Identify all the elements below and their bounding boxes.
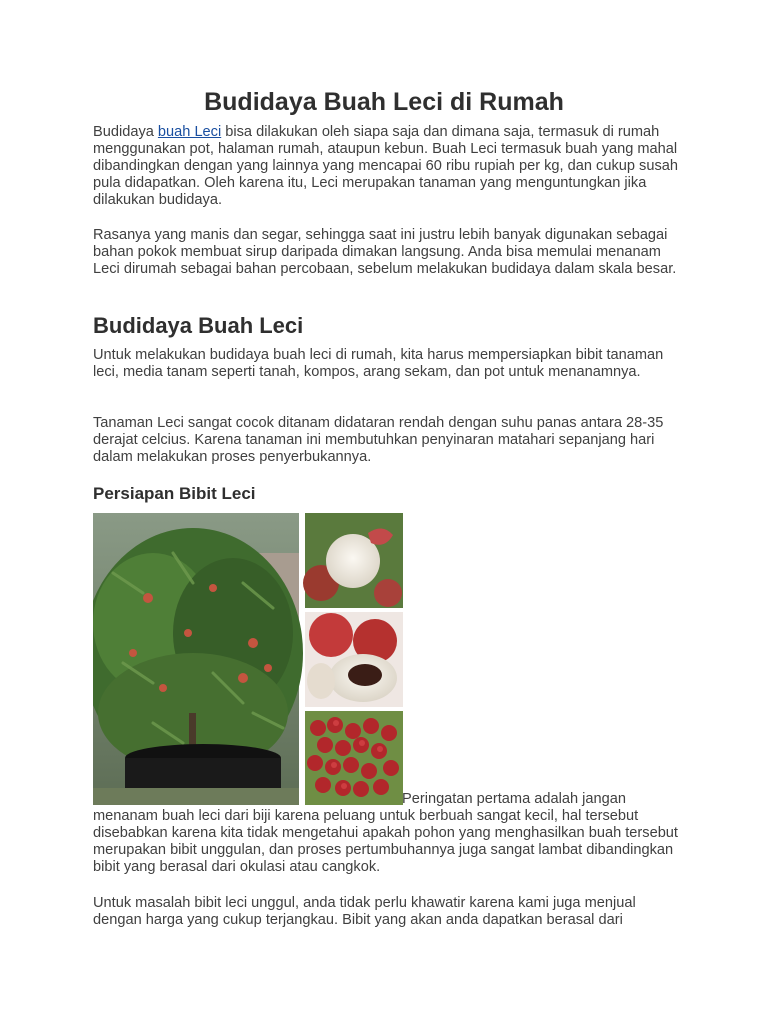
caption-first-line: Peringatan pertama adalah jangan xyxy=(402,791,626,807)
lychee-tree-image xyxy=(93,513,303,805)
section-heading-budidaya: Budidaya Buah Leci xyxy=(93,313,304,338)
intro-paragraph xyxy=(93,124,683,209)
lychee-photo-collage xyxy=(93,513,403,805)
page-title: Budidaya Buah Leci di Rumah xyxy=(204,88,564,116)
lychee-seed-image xyxy=(305,612,403,707)
intro-text-start: Budidaya xyxy=(93,124,158,140)
intro-text-rest: bisa dilakukan oleh siapa saja dan dimana saja, termasuk di rumah menggunakan pot, halaman rumah, ataupun kebun. Buah Leci termasuk buah yang mahal dibandingkan dengan yang lainnya yang mencapai 60 ribu rupiah per kg, dan cukup susah pula didapatkan. Oleh karena itu, Leci merupakan tanaman yang menguntungkan jika dilakukan budidaya. xyxy=(93,124,678,208)
buah-leci-link[interactable]: buah Leci xyxy=(157,124,222,140)
section-heading-bibit: Persiapan Bibit Leci xyxy=(93,484,256,503)
climate-paragraph: Tanaman Leci sangat cocok ditanam didataran rendah dengan suhu panas antara 28-35 derajat celcius. Karena tanaman ini membutuhkan penyinaran matahari sepanjang hari dalam melakukan proses penyerbukannya. xyxy=(93,415,664,465)
seedling-offer-paragraph: Untuk masalah bibit leci unggul, anda tidak perlu khawatir karena kami juga menjual dengan harga yang cukup terjangkau. Bibit yang akan anda dapatkan berasal dari xyxy=(93,895,636,928)
preparation-paragraph: Untuk melakukan budidaya buah leci di rumah, kita harus mempersiapkan bibit tanaman leci, media tanam seperti tanah, kompos, arang sekam, dan pot untuk menanamnya. xyxy=(93,347,664,380)
peeled-lychee-image xyxy=(303,513,403,608)
taste-paragraph: Rasanya yang manis dan segar, sehingga saat ini justru lebih banyak digunakan sebagai bahan pokok membuat sirup daripada dimakan langsung. Anda bisa memulai menanam Leci dirumah sebagai bahan percobaan, sebelum melakukan budidaya dalam skala besar. xyxy=(93,227,677,277)
lychee-cluster-image xyxy=(305,711,403,805)
seed-warning-paragraph: menanam buah leci dari biji karena peluang untuk berbuah sangat kecil, hal tersebut disebabkan karena kita tidak mengetahui apakah pohon yang menghasilkan buah tersebut merupakan bibit unggulan, dan proses pertumbuhannya juga sangat lambat dibandingkan bibit yang berasal dari okulasi atau cangkok. xyxy=(93,808,678,875)
